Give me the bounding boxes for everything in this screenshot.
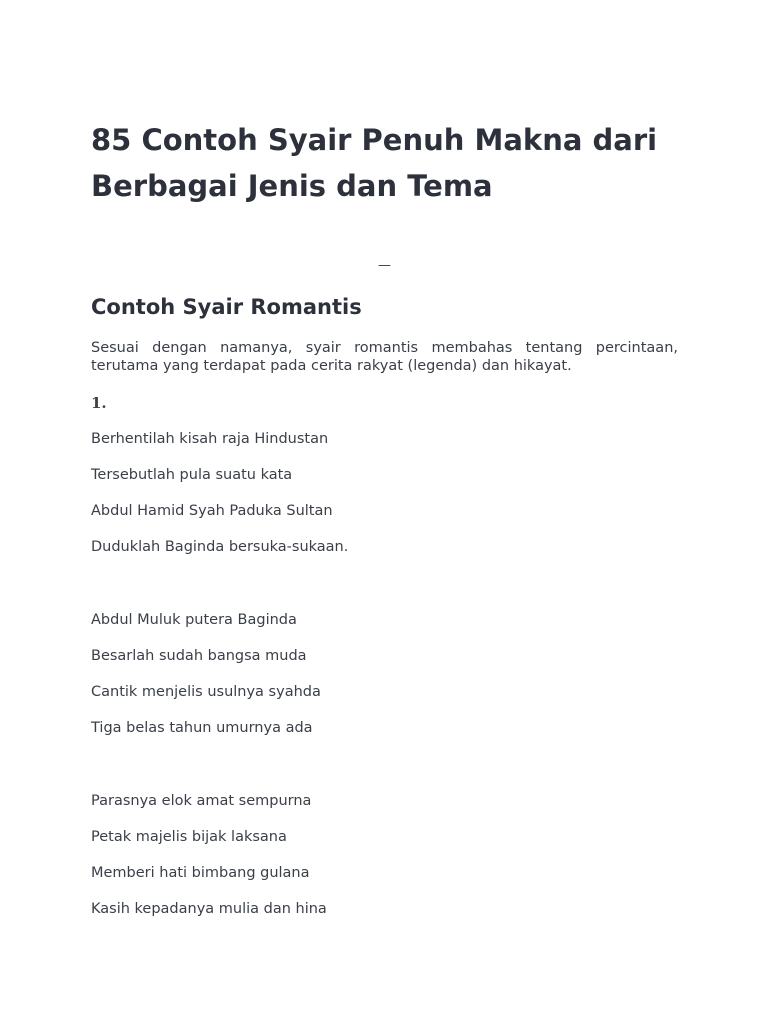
verse-line: Memberi hati bimbang gulana — [91, 865, 310, 881]
verse-line: Abdul Muluk putera Baginda — [91, 612, 297, 628]
intro-paragraph: Sesuai dengan namanya, syair romantis membahas tentang percintaan, terutama yang terdapat pada cerita rakyat (legenda) dan hikayat. — [91, 340, 678, 374]
verse-line: Kasih kepadanya mulia dan hina — [91, 901, 327, 917]
verse-line: Abdul Hamid Syah Paduka Sultan — [91, 503, 333, 519]
verse-line: Petak majelis bijak laksana — [91, 829, 287, 845]
verse-line: Tiga belas tahun umurnya ada — [91, 720, 313, 736]
section-heading: Contoh Syair Romantis — [91, 295, 362, 319]
article-title: 85 Contoh Syair Penuh Makna dari Berbagai Jenis dan Tema — [91, 123, 658, 203]
verse-line: Berhentilah kisah raja Hindustan — [91, 431, 329, 447]
stanza-number: 1. — [91, 394, 107, 412]
verse-line: Cantik menjelis usulnya syahda — [91, 684, 321, 700]
verse-line: Duduklah Baginda bersuka-sukaan. — [91, 539, 349, 555]
verse-line: Parasnya elok amat sempurna — [91, 793, 312, 809]
section-separator: — — [378, 258, 391, 273]
verse-line: Tersebutlah pula suatu kata — [91, 467, 293, 483]
verse-line: Besarlah sudah bangsa muda — [91, 648, 307, 664]
